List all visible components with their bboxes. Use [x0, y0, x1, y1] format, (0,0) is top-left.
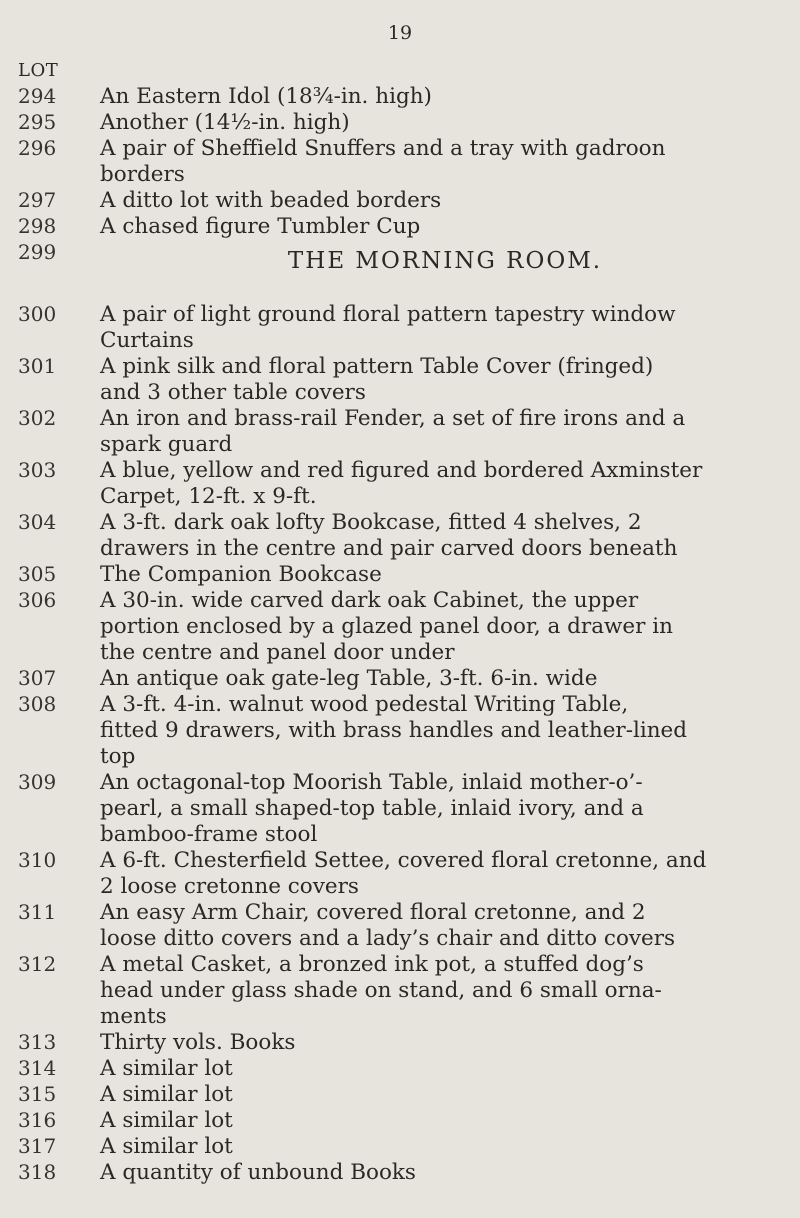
lot-description [100, 770, 790, 848]
lot-number: 314 [18, 1056, 57, 1080]
description-line: the centre and panel door under [100, 640, 455, 665]
lot-number: 301 [18, 354, 57, 378]
lot-description [100, 692, 790, 770]
lot-number: 294 [18, 84, 57, 108]
description-line: pearl, a small shaped-top table, inlaid ivory, and a [100, 796, 644, 821]
lot-number: 311 [18, 900, 57, 924]
lot-description [100, 1030, 790, 1056]
description-line: fitted 9 drawers, with brass handles and leather-lined [100, 718, 688, 743]
description-line: A similar lot [100, 1108, 233, 1133]
lot-description [100, 1134, 790, 1160]
page-number: 19 [387, 22, 413, 44]
lot-description [100, 588, 790, 666]
lot-description [100, 848, 790, 900]
lot-description [100, 1108, 790, 1134]
description-line: An iron and brass-rail Fender, a set of fire irons and a [100, 406, 686, 431]
lot-number: 313 [18, 1030, 57, 1054]
description-line: Another (14½-in. high) [100, 110, 350, 135]
description-line: A similar lot [100, 1056, 233, 1081]
description-line: A pair of light ground floral pattern tapestry window [100, 302, 676, 327]
lot-number: 316 [18, 1108, 57, 1132]
description-line: A metal Casket, a bronzed ink pot, a stuffed dog’s [100, 952, 644, 977]
description-line: bamboo-frame stool [100, 822, 318, 847]
lot-number: 310 [18, 848, 57, 872]
description-line: A pair of Sheffield Snuffers and a tray with gadroon [100, 136, 666, 161]
description-line: Curtains [100, 328, 194, 353]
lot-description [100, 136, 790, 188]
lot-description [100, 1160, 790, 1186]
lot-number: 300 [18, 302, 57, 326]
lot-number: 304 [18, 510, 57, 534]
description-line: A pink silk and floral pattern Table Cover (fringed) [100, 354, 654, 379]
description-line: A 30-in. wide carved dark oak Cabinet, the upper [100, 588, 639, 613]
lot-description [100, 666, 790, 692]
lot-description [100, 214, 790, 240]
lot-description [100, 458, 790, 510]
lot-column-header: LOT [18, 60, 59, 81]
description-line: borders [100, 162, 185, 187]
lot-number: 297 [18, 188, 57, 212]
description-line: A ditto lot with beaded borders [100, 188, 442, 213]
description-line: An easy Arm Chair, covered floral cretonne, and 2 [100, 900, 646, 925]
description-line: A 3-ft. 4-in. walnut wood pedestal Writing Table, [100, 692, 629, 717]
description-line: A quantity of unbound Books [100, 1160, 416, 1185]
description-line: A blue, yellow and red figured and bordered Axminster [100, 458, 703, 483]
description-line: top [100, 744, 136, 769]
description-line: drawers in the centre and pair carved doors beneath [100, 536, 678, 561]
description-line: spark guard [100, 432, 233, 457]
lot-number: 298 [18, 214, 57, 238]
lot-number: 312 [18, 952, 57, 976]
description-line: ments [100, 1004, 167, 1029]
description-line: 2 loose cretonne covers [100, 874, 359, 899]
lot-description [100, 900, 790, 952]
lot-description [100, 188, 790, 214]
description-line: Thirty vols. Books [100, 1030, 296, 1055]
lot-description [100, 302, 790, 354]
lot-number: 305 [18, 562, 57, 586]
lot-description [100, 562, 790, 588]
lot-number: 308 [18, 692, 57, 716]
description-line: A chased figure Tumbler Cup [100, 214, 421, 239]
lot-number: 299 [18, 240, 57, 264]
lot-description [100, 510, 790, 562]
description-line: An Eastern Idol (18¾-in. high) [100, 84, 432, 109]
lot-description [100, 406, 790, 458]
description-line: A 6-ft. Chesterfield Settee, covered floral cretonne, and [100, 848, 707, 873]
lot-number: 309 [18, 770, 57, 794]
section-title: THE MORNING ROOM. [287, 248, 603, 274]
lot-description [100, 110, 790, 136]
lot-number: 317 [18, 1134, 57, 1158]
lot-number: 315 [18, 1082, 57, 1106]
description-line: Carpet, 12-ft. x 9-ft. [100, 484, 317, 509]
lot-number: 318 [18, 1160, 57, 1184]
lot-number: 303 [18, 458, 57, 482]
lot-description [100, 1056, 790, 1082]
description-line: A 3-ft. dark oak lofty Bookcase, fitted 4 shelves, 2 [100, 510, 642, 535]
description-line: A similar lot [100, 1134, 233, 1159]
lot-number: 296 [18, 136, 57, 160]
description-line: A similar lot [100, 1082, 233, 1107]
description-line: portion enclosed by a glazed panel door, a drawer in [100, 614, 673, 639]
description-line: The Companion Bookcase [100, 562, 382, 587]
description-line: An antique oak gate-leg Table, 3-ft. 6-in. wide [100, 666, 598, 691]
description-line: head under glass shade on stand, and 6 small orna- [100, 978, 662, 1003]
description-line: and 3 other table covers [100, 380, 366, 405]
description-line: An octagonal-top Moorish Table, inlaid mother-o’- [100, 770, 643, 795]
lot-description [100, 84, 790, 110]
lot-description [100, 354, 790, 406]
lot-number: 307 [18, 666, 57, 690]
lot-description [100, 952, 790, 1030]
lot-description [100, 1082, 790, 1108]
lot-number: 302 [18, 406, 57, 430]
description-line: loose ditto covers and a lady’s chair and ditto covers [100, 926, 676, 951]
lot-number: 295 [18, 110, 57, 134]
lot-number: 306 [18, 588, 57, 612]
